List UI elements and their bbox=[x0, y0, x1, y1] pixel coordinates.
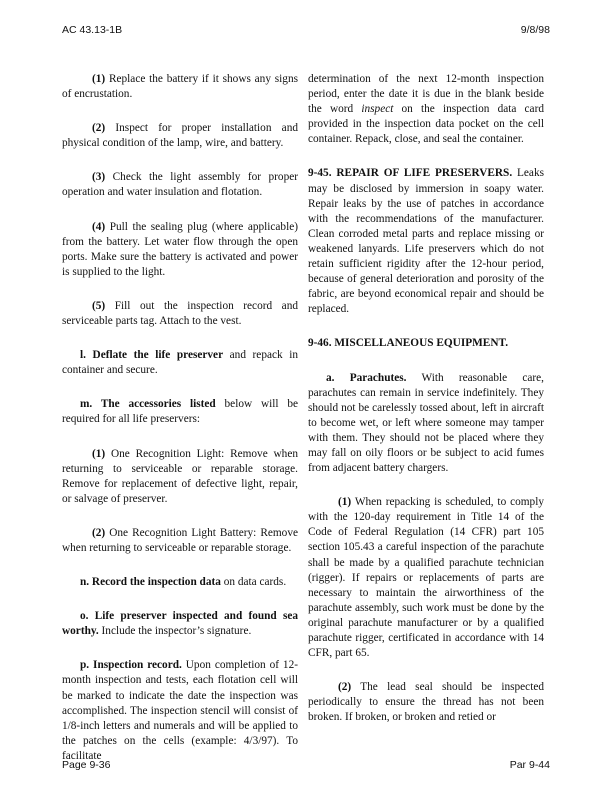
paragraph-text: on the inspection data card provided in the inspection data pocket on the cell container. Repack, close, and seal the container. bbox=[308, 103, 544, 146]
section-heading: 9-45. REPAIR OF LIFE PRESERVERS. bbox=[308, 167, 513, 180]
item-number: (1) bbox=[92, 73, 106, 85]
paragraph bbox=[62, 299, 298, 329]
right-column bbox=[308, 72, 544, 725]
item-number: (1) bbox=[92, 447, 106, 460]
header-date: 9/8/98 bbox=[520, 24, 550, 36]
footer-paragraph-ref: Par 9-44 bbox=[509, 759, 550, 771]
paragraph-text: on data cards. bbox=[220, 576, 287, 589]
paragraph bbox=[308, 495, 544, 661]
item-heading: o. Life preserver inspected and found sea worthy. bbox=[62, 610, 298, 638]
item-number: (2) bbox=[338, 681, 352, 694]
paragraph bbox=[62, 397, 298, 427]
paragraph bbox=[62, 121, 298, 151]
paragraph-text: below will be required for all life preservers: bbox=[62, 398, 298, 426]
paragraph-text: Include the inspector’s signature. bbox=[98, 625, 252, 638]
paragraph-text: Replace the battery if it shows any signs of encrustation. bbox=[62, 73, 298, 101]
paragraph bbox=[62, 526, 298, 556]
paragraph bbox=[308, 680, 544, 725]
paragraph-text: and repack in container and secure. bbox=[62, 349, 298, 377]
item-number: (2) bbox=[92, 526, 106, 539]
paragraph-text: Inspect for proper installation and physical condition of the lamp, wire, and battery. bbox=[62, 122, 298, 150]
item-number: (3) bbox=[92, 171, 106, 184]
paragraph bbox=[62, 170, 298, 200]
paragraph-text: The lead seal should be inspected periodically to ensure the thread has not been broken. If broken, or broken and retied or bbox=[308, 681, 544, 724]
paragraph-text: When repacking is scheduled, to comply with the 120-day requirement in Title 14 of the Code of Federal Regulation (14 CFR) part 105 section 105.43 a careful inspection of the parachute shall be made by a qualified parachute technician (rigger). If repairs or replacements of parts are necessary to maintain the airworthiness of the parachute assembly, such work must be done by the original parachute manufacturer or by a qualified parachute rigger, certificated in accordance with 14 CFR, part 65. bbox=[308, 496, 544, 660]
paragraph-text: Leaks may be disclosed by immersion in soapy water. Repair leaks by the use of patches in accordance with the recommendations of the manufacturer. Clean corroded metal parts and replace missing or weakened lanyards. Life preservers which do not retain sufficient rigidity after the 12-hour period, because of general deterioration and porosity of the fabric, are beyond economical repair and should be replaced. bbox=[308, 167, 544, 316]
paragraph bbox=[62, 658, 298, 764]
left-column bbox=[62, 72, 298, 764]
header-doc-id: AC 43.13-1B bbox=[62, 24, 123, 36]
section-heading: 9-46. MISCELLANEOUS EQUIPMENT. bbox=[308, 337, 509, 350]
paragraph bbox=[62, 348, 298, 378]
paragraph bbox=[62, 609, 298, 639]
item-heading: m. The accessories listed bbox=[80, 398, 216, 411]
item-number: (5) bbox=[92, 299, 106, 312]
item-heading: l. Deflate the life preserver bbox=[80, 349, 224, 362]
paragraph-text: determination of the next 12-month inspection period, enter the date it is due in the blank beside the word bbox=[308, 73, 544, 116]
item-heading: n. Record the inspection data bbox=[80, 576, 221, 589]
italic-term: inspect bbox=[361, 103, 394, 116]
item-heading: p. Inspection record. bbox=[80, 659, 182, 672]
paragraph bbox=[62, 447, 298, 507]
paragraph-text: Fill out the inspection record and serviceable parts tag. Attach to the vest. bbox=[62, 299, 298, 328]
paragraph-text: One Recognition Light: Remove when returning to serviceable or reparable storage. Remove for replacement of defective light, repair, or salvage of preserver. bbox=[62, 447, 298, 505]
item-number: (2) bbox=[92, 122, 106, 135]
paragraph-text: Pull the sealing plug (where applicable) from the battery. Let water flow through the open ports. Make sure the battery is activated and power is supplied to the light. bbox=[62, 220, 298, 278]
item-number: (1) bbox=[338, 496, 352, 509]
paragraph bbox=[308, 371, 544, 477]
paragraph-text: One Recognition Light Battery: Remove when returning to serviceable or reparable storage. bbox=[62, 526, 298, 554]
section-paragraph bbox=[308, 166, 544, 317]
paragraph bbox=[62, 72, 298, 102]
paragraph-text: With reasonable care, parachutes can remain in service indefinitely. They should not be carelessly tossed about, left in aircraft to become wet, or left where someone may tamper with them. They should not be placed where they may fall on oily floors or be subject to acid fumes from adjacent battery chargers. bbox=[308, 371, 544, 475]
paragraph-text: Check the light assembly for proper operation and water insulation and flotation. bbox=[62, 171, 298, 199]
item-number: (4) bbox=[92, 220, 106, 233]
paragraph bbox=[62, 575, 298, 590]
item-heading: a. Parachutes. bbox=[326, 371, 407, 384]
paragraph-text: Upon completion of 12-month inspection and tests, each flotation cell will be marked to indicate the date the inspection was accomplished. The inspection stencil will consist of 1/8-inch letters and numerals and will be applied to the patches on the cells (example: 4/3/97). To facilitate bbox=[62, 659, 298, 762]
paragraph bbox=[62, 220, 298, 280]
footer-page-number: Page 9-36 bbox=[62, 759, 111, 771]
section-paragraph bbox=[308, 336, 544, 351]
paragraph bbox=[308, 72, 544, 147]
